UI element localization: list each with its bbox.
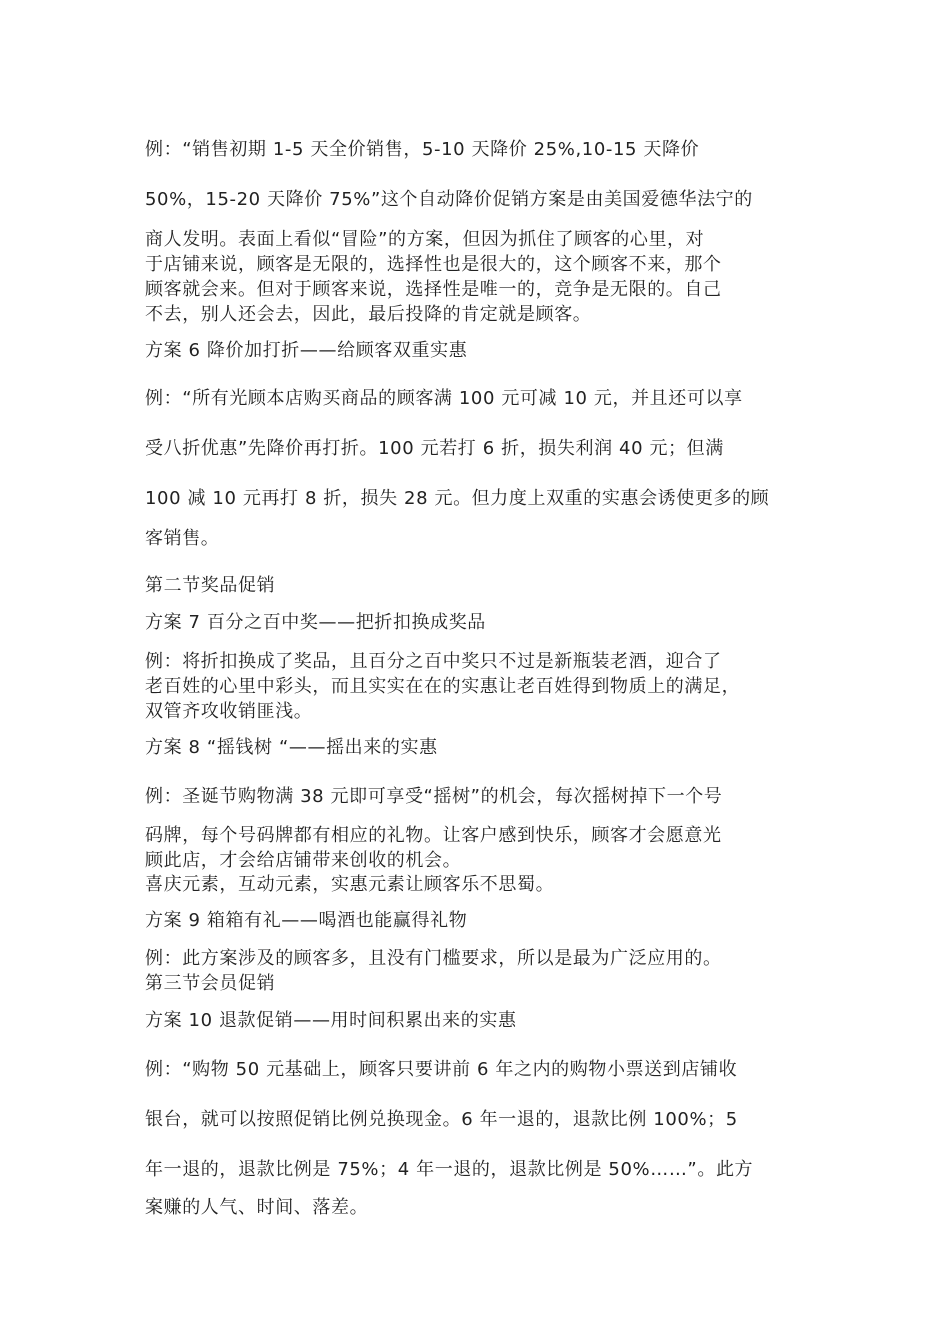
- section-heading: 第三节会员促销: [145, 973, 276, 994]
- section-heading: 方案 9 箱箱有礼——喝酒也能赢得礼物: [145, 910, 468, 931]
- paragraph-line: 不去，别人还会去，因此，最后投降的肯定就是顾客。: [145, 304, 592, 325]
- section-heading: 第二节奖品促销: [145, 575, 276, 596]
- section-heading: 方案 7 百分之百中奖——把折扣换成奖品: [145, 612, 486, 633]
- paragraph-line: 于店铺来说，顾客是无限的，选择性也是很大的，这个顾客不来，那个: [145, 254, 722, 275]
- paragraph-line: 例：此方案涉及的顾客多，且没有门槛要求，所以是最为广泛应用的。: [145, 948, 722, 969]
- paragraph-line: 双管齐攻收销匪浅。: [145, 701, 313, 722]
- section-heading: 方案 8 “摇钱树 “——摇出来的实惠: [145, 737, 438, 758]
- paragraph-line: 100 减 10 元再打 8 折，损失 28 元。但力度上双重的实惠会诱使更多的顾: [145, 488, 770, 509]
- paragraph-line: 码牌，每个号码牌都有相应的礼物。让客户感到快乐，顾客才会愿意光: [145, 825, 722, 846]
- paragraph-line: 客销售。: [145, 528, 220, 549]
- paragraph-line: 案赚的人气、时间、落差。: [145, 1197, 369, 1218]
- paragraph-line: 年一退的，退款比例是 75%；4 年一退的，退款比例是 50%……”。此方: [145, 1159, 754, 1180]
- paragraph-line: 例：将折扣换成了奖品，且百分之百中奖只不过是新瓶装老酒，迎合了: [145, 651, 722, 672]
- paragraph-line: 商人发明。表面上看似“冒险”的方案，但因为抓住了顾客的心里，对: [145, 229, 705, 250]
- paragraph-line: 例：“购物 50 元基础上，顾客只要讲前 6 年之内的购物小票送到店铺收: [145, 1059, 738, 1080]
- section-heading: 方案 10 退款促销——用时间积累出来的实惠: [145, 1010, 517, 1031]
- paragraph-line: 老百姓的心里中彩头，而且实实在在的实惠让老百姓得到物质上的满足，: [145, 676, 741, 697]
- paragraph-line: 顾客就会来。但对于顾客来说，选择性是唯一的，竞争是无限的。自己: [145, 279, 722, 300]
- paragraph-line: 受八折优惠”先降价再打折。100 元若打 6 折，损失利润 40 元；但满: [145, 438, 724, 459]
- paragraph-line: 50%，15-20 天降价 75%”这个自动降价促销方案是由美国爱德华法宁的: [145, 189, 753, 210]
- paragraph-line: 银台，就可以按照促销比例兑换现金。6 年一退的，退款比例 100%；5: [145, 1109, 738, 1130]
- paragraph-line: 例：圣诞节购物满 38 元即可享受“摇树”的机会，每次摇树掉下一个号: [145, 786, 723, 807]
- paragraph-line: 顾此店，才会给店铺带来创收的机会。: [145, 850, 462, 871]
- paragraph-line: 例：“销售初期 1-5 天全价销售，5-10 天降价 25%,10-15 天降价: [145, 139, 700, 160]
- section-heading: 方案 6 降价加打折——给顾客双重实惠: [145, 340, 468, 361]
- paragraph-line: 例：“所有光顾本店购买商品的顾客满 100 元可减 10 元，并且还可以享: [145, 388, 743, 409]
- paragraph-line: 喜庆元素，互动元素，实惠元素让顾客乐不思蜀。: [145, 874, 555, 895]
